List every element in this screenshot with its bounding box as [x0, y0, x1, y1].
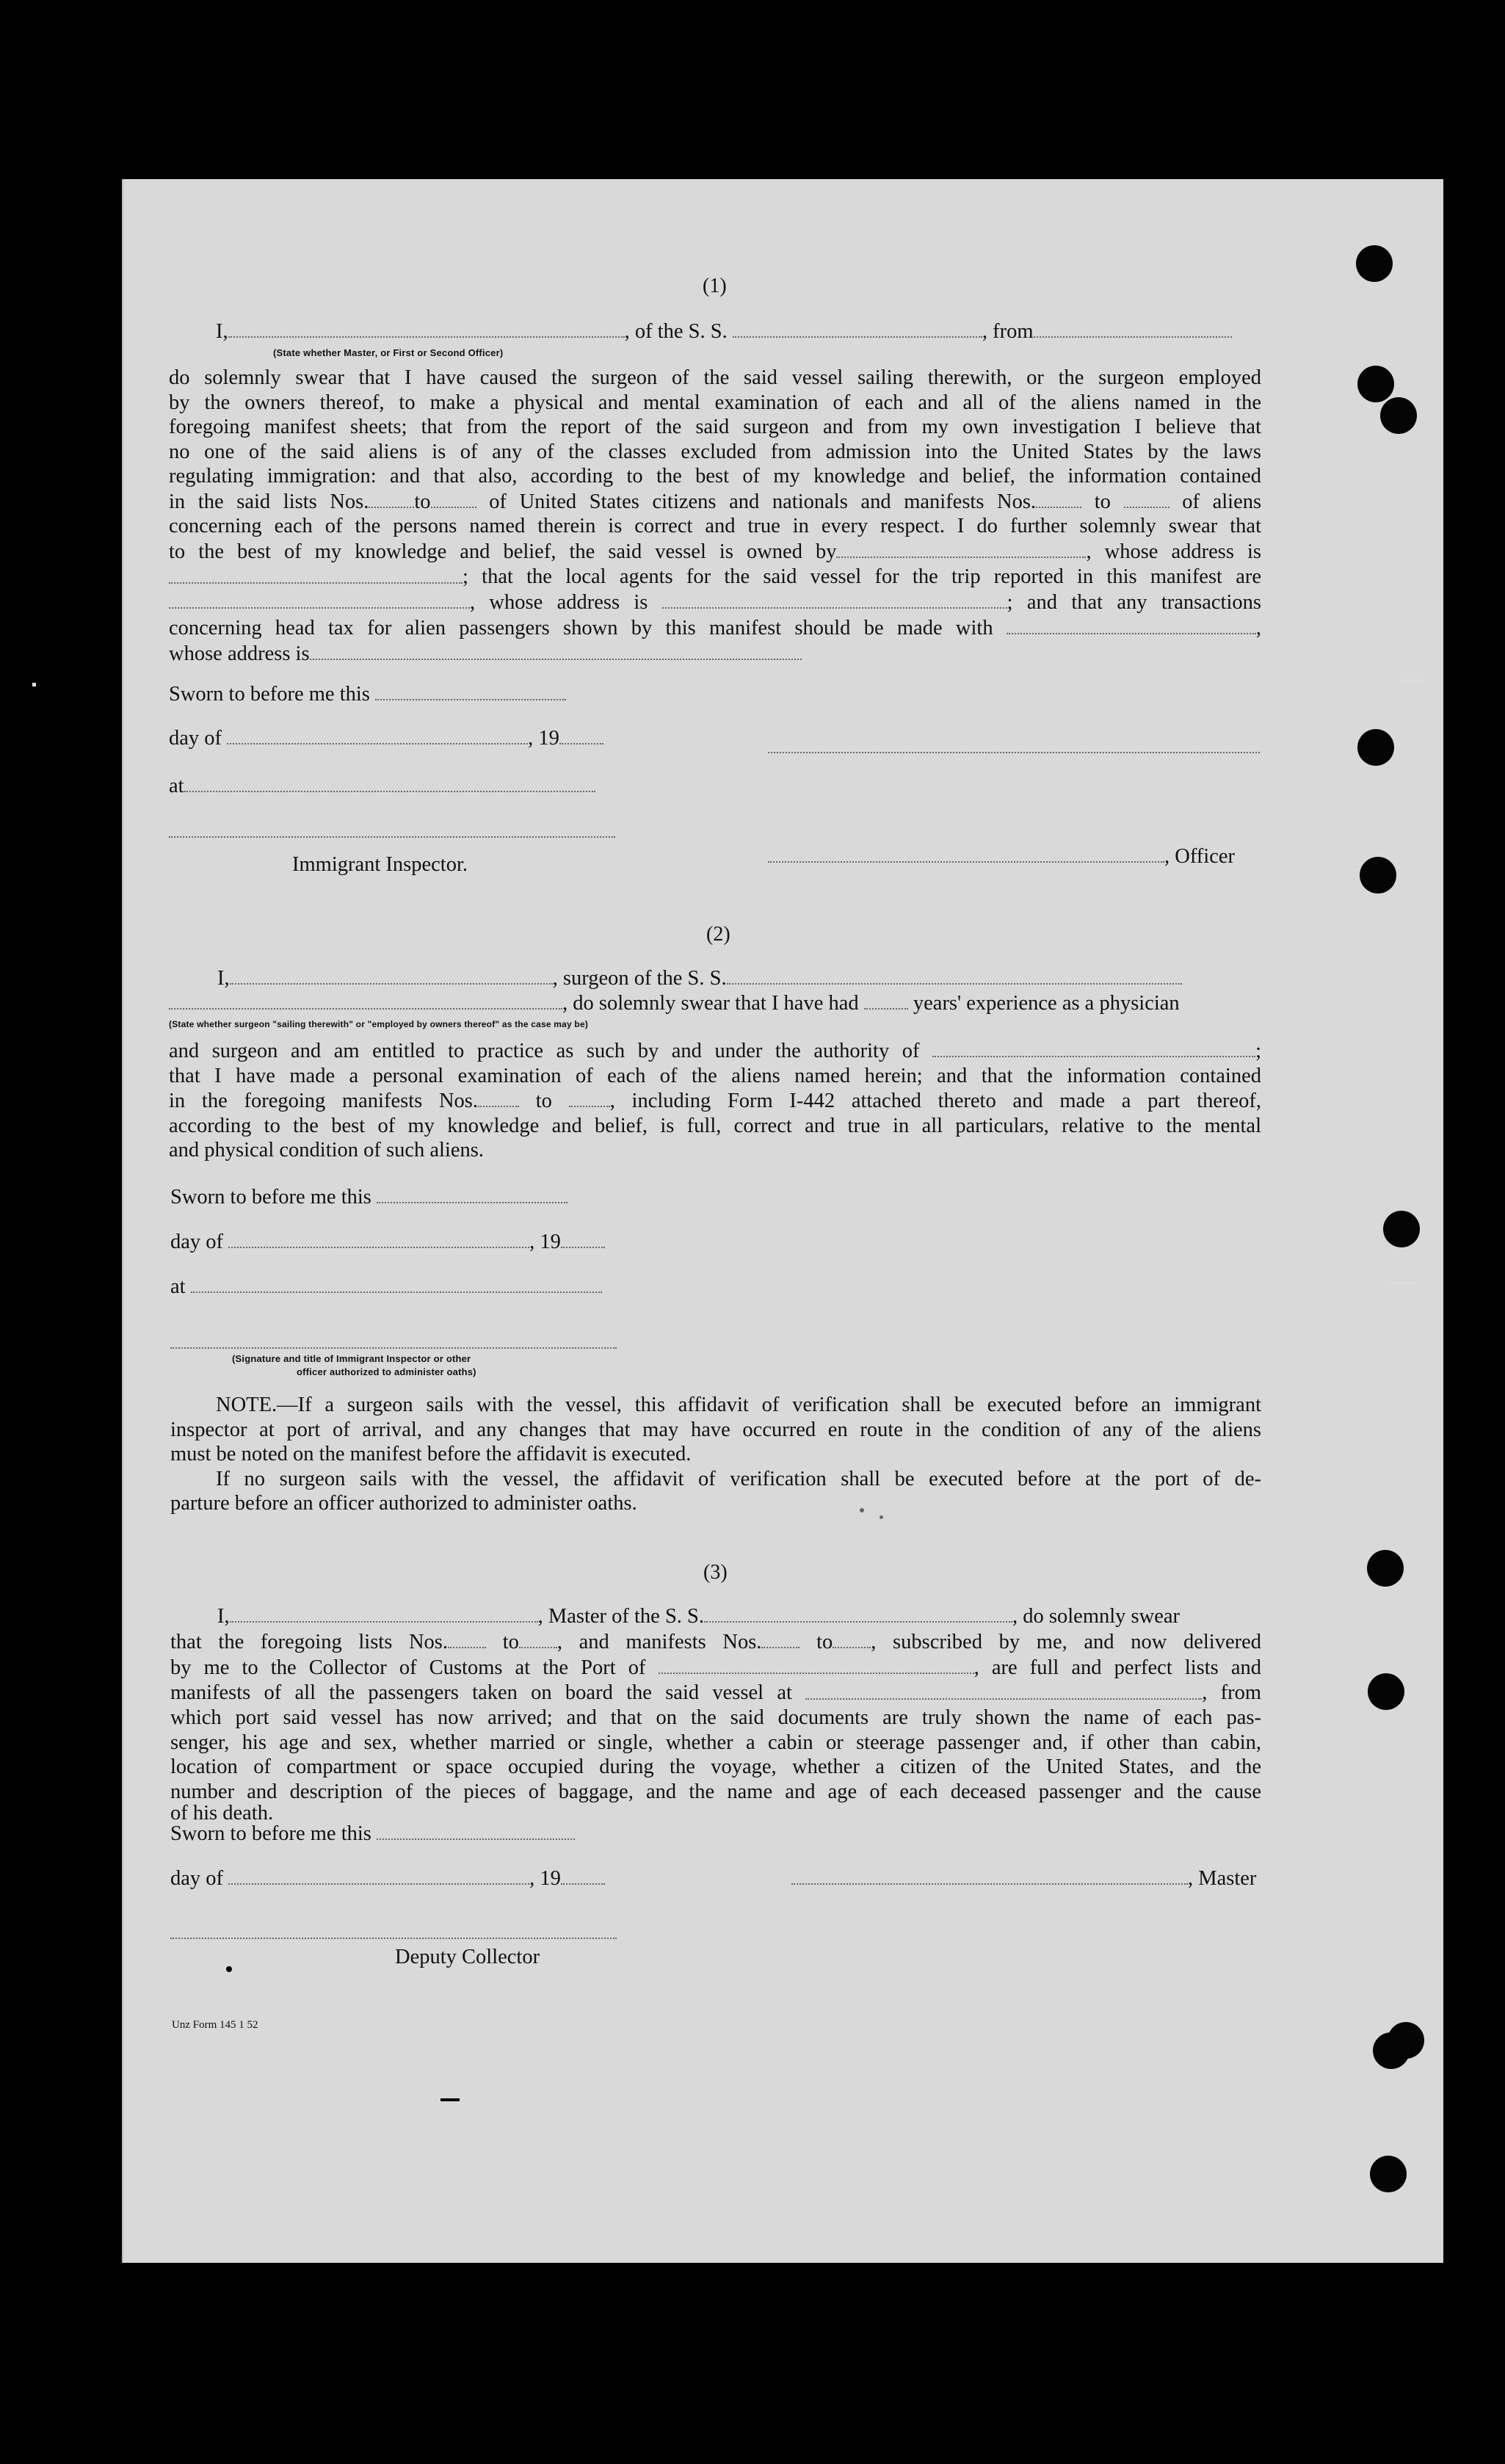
s1-lists-a: in the said lists Nos.: [169, 490, 369, 513]
s1-sworn-field[interactable]: [375, 681, 566, 700]
s2-manifests-c: , including Form I-442 attached thereto and made a part thereof,: [609, 1090, 1262, 1113]
s3-line3-b: , are full and perfect lists and: [973, 1656, 1262, 1679]
punch-hole: [1383, 1211, 1420, 1247]
s1-lists-to2: to: [1094, 490, 1111, 513]
s1-officer: [768, 844, 1235, 869]
s2-manifests-a: in the foregoing manifests Nos.: [169, 1090, 479, 1113]
scan-speck: [226, 1966, 232, 1972]
s1-owned-line: [169, 539, 1261, 565]
s1-at-field[interactable]: [184, 773, 595, 792]
s3-manifests-from-field[interactable]: [761, 1629, 799, 1648]
s3-sworn: [170, 1821, 575, 1846]
s1-i-label: I,: [216, 320, 228, 344]
scan-speck: [1388, 1282, 1414, 1284]
s2-surgeon-type-field[interactable]: [169, 990, 562, 1010]
s1-lists-to: to: [414, 490, 431, 513]
s2-note-line: NOTE.—If a surgeon sails with the vessel, this affidavit of verification shall be executed before an immigrant: [216, 1394, 1261, 1416]
s2-signature-line[interactable]: [170, 1347, 617, 1349]
s3-master-sig-label: , Master: [1188, 1867, 1257, 1891]
s1-of-ship-label: , of the S. S.: [624, 320, 728, 344]
s3-line4-a: manifests of all the passengers taken on board the said vessel at: [170, 1681, 792, 1705]
s3-line2-e: , subscribed by me, and now delivered: [871, 1631, 1261, 1654]
s2-line1: [217, 965, 1182, 990]
s3-line2-to: to: [502, 1631, 519, 1654]
s1-year-label: , 19: [528, 727, 559, 750]
s1-owner-field[interactable]: [836, 539, 1086, 558]
s2-surgeon-name-field[interactable]: [230, 965, 553, 985]
s3-body-line: number and description of the pieces of baggage, and the name and age of each deceased passenger and the cause: [170, 1780, 1261, 1803]
s1-lists-from-field[interactable]: [369, 489, 414, 508]
s3-swear-label: , do solemnly swear: [1012, 1605, 1180, 1628]
s3-master-name-field[interactable]: [230, 1604, 538, 1623]
punch-hole: [1357, 729, 1394, 766]
s1-at-label: at: [169, 775, 184, 798]
s1-agents-field[interactable]: [169, 590, 470, 609]
punch-hole: [1360, 857, 1396, 894]
s2-caption-sig-2: officer authorized to administer oaths): [297, 1366, 476, 1377]
s2-at-label: at: [170, 1275, 186, 1299]
s1-address-a: , whose address is: [470, 591, 648, 615]
s3-deputy-label: Deputy Collector: [395, 1946, 540, 1968]
s3-year-label: , 19: [529, 1867, 561, 1891]
s3-body-line: which port said vessel has now arrived; and that on the said documents are truly shown the name of each pas-: [170, 1706, 1261, 1730]
s2-manifests-line: [169, 1088, 1261, 1114]
s2-at-field[interactable]: [191, 1274, 602, 1293]
s1-headtax-line: [169, 615, 1261, 641]
s1-body-line: regulating immigration: and that also, according to the best of my knowledge and belief, the information contained: [169, 465, 1261, 488]
s2-authority-field[interactable]: [932, 1038, 1255, 1057]
section-3-number: (3): [703, 1561, 728, 1584]
s2-practice-a: and surgeon and am entitled to practice as such by and under the authority of: [169, 1040, 920, 1063]
s2-practice-line: [169, 1038, 1261, 1064]
s1-officer-name-field[interactable]: [228, 319, 625, 338]
s2-day-of: [170, 1229, 605, 1254]
s1-year-field[interactable]: [559, 725, 603, 744]
s1-agents-address-field[interactable]: [662, 590, 1007, 609]
s1-inspector-label: Immigrant Inspector.: [292, 853, 468, 876]
s3-line2: [170, 1629, 1261, 1655]
s1-agents-line: [169, 564, 1261, 590]
s3-master-signature-field[interactable]: [791, 1866, 1188, 1885]
scan-speck: [860, 1508, 864, 1512]
section-2-number: (2): [706, 923, 730, 946]
s1-address-b: ; and that any transactions: [1007, 591, 1261, 615]
s1-body-line: no one of the said aliens is of any of the classes excluded from admission into the United States by the laws: [169, 440, 1261, 463]
s3-master-label: , Master of the S. S.: [537, 1605, 705, 1628]
s2-line2-b: years' experience as a physician: [913, 992, 1180, 1015]
s1-at: [169, 773, 595, 798]
s1-body-line: foregoing manifest sheets; that from the report of the said surgeon and from my own investigation I believe that: [169, 416, 1261, 438]
s3-sworn-label: Sworn to before me this: [170, 1822, 371, 1846]
s2-sworn-label: Sworn to before me this: [170, 1186, 371, 1209]
s2-body-line: that I have made a personal examination of each of the aliens named herein; and that the information contained: [169, 1064, 1261, 1087]
s1-agents-a: ; that the local agents for the said vessel for the trip reported in this manifest are: [463, 565, 1261, 589]
s3-line2-a: that the foregoing lists Nos.: [170, 1631, 449, 1654]
s3-line3: [170, 1655, 1261, 1681]
s2-sworn-field[interactable]: [377, 1184, 567, 1203]
s2-day-of-label: day of: [170, 1231, 224, 1254]
s1-master-signature-line[interactable]: [768, 752, 1260, 753]
s2-manifests-to-field[interactable]: [569, 1088, 610, 1107]
s3-ship-name-field[interactable]: [704, 1604, 1012, 1623]
s1-from-port-field[interactable]: [1034, 319, 1232, 338]
s3-i-label: I,: [217, 1605, 230, 1628]
punch-hole: [1380, 397, 1417, 434]
punch-hole: [1357, 366, 1394, 402]
s1-body-line: by the owners thereof, to make a physical and mental examination of each and all of the aliens named in the: [169, 391, 1261, 414]
s2-caption-sig-1: (Signature and title of Immigrant Inspector or other: [232, 1353, 471, 1364]
s1-lists-line: [169, 489, 1261, 515]
scan-speck: [32, 683, 36, 686]
section-1-number: (1): [703, 275, 727, 297]
s1-body: [169, 366, 1261, 666]
s3-year-field[interactable]: [561, 1866, 605, 1885]
s3-line1: [217, 1604, 1180, 1628]
punch-hole: [1370, 2156, 1407, 2192]
s3-day-field[interactable]: [228, 1866, 529, 1885]
s3-body: [170, 1629, 1261, 1823]
s2-sworn: [170, 1184, 567, 1209]
s1-headtax-field[interactable]: [1007, 615, 1256, 634]
s1-headtax-b: ,: [1255, 617, 1262, 640]
s1-ship-name-field[interactable]: [733, 319, 982, 338]
s2-surgeon-label: , surgeon of the S. S.: [552, 967, 727, 990]
s1-lists-to-field[interactable]: [431, 489, 476, 508]
s2-i-label: I,: [217, 967, 230, 990]
s1-lists-e: of aliens: [1182, 490, 1262, 513]
s1-officer-signature-field[interactable]: [768, 844, 1164, 863]
s1-officer-label: , Officer: [1164, 845, 1236, 869]
s2-day-field[interactable]: [228, 1229, 529, 1248]
s2-at: [170, 1274, 602, 1299]
s2-note-line: inspector at port of arrival, and any changes that may have occurred en route in the condition of any of the aliens: [170, 1418, 1261, 1441]
s1-inspector-signature-line[interactable]: [169, 836, 615, 838]
s1-manifests-from-field[interactable]: [1036, 489, 1081, 508]
s1-headtax-a: concerning head tax for alien passengers shown by this manifest should be made with: [169, 617, 993, 640]
s1-address-line: [169, 590, 1261, 615]
s2-note-line: must be noted on the manifest before the affidavit is executed.: [170, 1443, 692, 1465]
scan-speck: [880, 1515, 883, 1519]
s2-note2-line: parture before an officer authorized to administer oaths.: [170, 1492, 637, 1515]
s2-body-line: and physical condition of such aliens.: [169, 1139, 484, 1162]
s3-body-line: of his death.: [170, 1802, 274, 1825]
form-number: Unz Form 145 1 52: [172, 2019, 258, 2031]
s3-line4: [170, 1680, 1261, 1706]
s2-note: [170, 1393, 1261, 1516]
s1-line1: [216, 319, 1232, 344]
s1-day-field[interactable]: [227, 725, 528, 744]
s1-from-label: , from: [982, 320, 1034, 344]
s2-body: [169, 1038, 1261, 1163]
s3-day-of-label: day of: [170, 1867, 224, 1891]
s3-sworn-field[interactable]: [377, 1821, 575, 1840]
s2-ship-name-field[interactable]: [727, 965, 1182, 985]
s3-body-line: location of compartment or space occupied during the voyage, whether a citizen of the United States, and the: [170, 1755, 1261, 1779]
s3-line3-a: by me to the Collector of Customs at the Port of: [170, 1656, 646, 1679]
s1-sworn-label: Sworn to before me this: [169, 683, 370, 706]
s3-master-sig: [791, 1866, 1256, 1891]
punch-hole: [1368, 1673, 1404, 1710]
s2-note2-line: If no surgeon sails with the vessel, the affidavit of verification shall be executed before at the port of de-: [216, 1467, 1261, 1490]
s2-years-field[interactable]: [864, 990, 908, 1010]
s2-body-line: according to the best of my knowledge and belief, is full, correct and true in all particulars, relative to the mental: [169, 1114, 1261, 1137]
s2-manifests-from-field[interactable]: [478, 1088, 519, 1107]
s1-day-of-label: day of: [169, 727, 222, 750]
s1-headtax-address-field[interactable]: [310, 641, 802, 660]
s1-manifests-to-field[interactable]: [1124, 489, 1169, 508]
punch-hole: [1356, 245, 1393, 282]
s2-caption-surgeon: (State whether surgeon "sailing therewith" or "employed by owners thereof" as the case may be): [169, 1019, 589, 1029]
s2-line2: [169, 990, 1180, 1015]
s3-lists-to-field[interactable]: [519, 1629, 557, 1648]
s2-year-label: , 19: [529, 1231, 561, 1254]
scan-speck: [1398, 679, 1427, 681]
s3-line2-to2: to: [816, 1631, 833, 1654]
s1-owner-address-field[interactable]: [169, 564, 463, 583]
s1-whose-line: [169, 641, 1261, 667]
s1-whose-a: whose address is: [169, 642, 310, 665]
s1-caption-officer: (State whether Master, or First or Second Officer): [273, 347, 504, 358]
s3-line4-b: , from: [1202, 1681, 1262, 1705]
s3-port-field[interactable]: [659, 1655, 974, 1674]
punch-hole: [1388, 2022, 1424, 2059]
s3-collector-signature-line[interactable]: [170, 1938, 617, 1939]
s1-sworn: [169, 681, 566, 706]
s3-boarding-port-field[interactable]: [805, 1680, 1202, 1699]
s2-line2-a: , do solemnly swear that I have had: [562, 992, 859, 1015]
punch-hole: [1367, 1550, 1404, 1587]
s3-manifests-to-field[interactable]: [833, 1629, 871, 1648]
s1-lists-c: of United States citizens and nationals and manifests Nos.: [489, 490, 1037, 513]
s3-body-line: senger, his age and sex, whether married or single, whether a cabin or steerage passenger and, if other than cabin,: [170, 1731, 1261, 1754]
manifest-affidavit-page: [122, 179, 1443, 2263]
scan-speck: [440, 2098, 460, 2101]
s1-body-line: do solemnly swear that I have caused the surgeon of the said vessel sailing therewith, or the surgeon employed: [169, 366, 1261, 389]
s3-line2-c: , and manifests Nos.: [556, 1631, 762, 1654]
s1-owned-a: to the best of my knowledge and belief, the said vessel is owned by: [169, 540, 837, 563]
s1-owned-b: , whose address is: [1086, 540, 1261, 563]
s3-day-of: [170, 1866, 605, 1891]
s1-day-of: [169, 725, 603, 750]
s2-practice-b: ;: [1255, 1040, 1262, 1063]
s1-concerning-line: concerning each of the persons named therein is correct and true in every respect. I do further solemnly swear that: [169, 515, 1261, 538]
s2-manifests-to: to: [535, 1090, 552, 1113]
s2-year-field[interactable]: [561, 1229, 605, 1248]
s3-lists-from-field[interactable]: [448, 1629, 486, 1648]
